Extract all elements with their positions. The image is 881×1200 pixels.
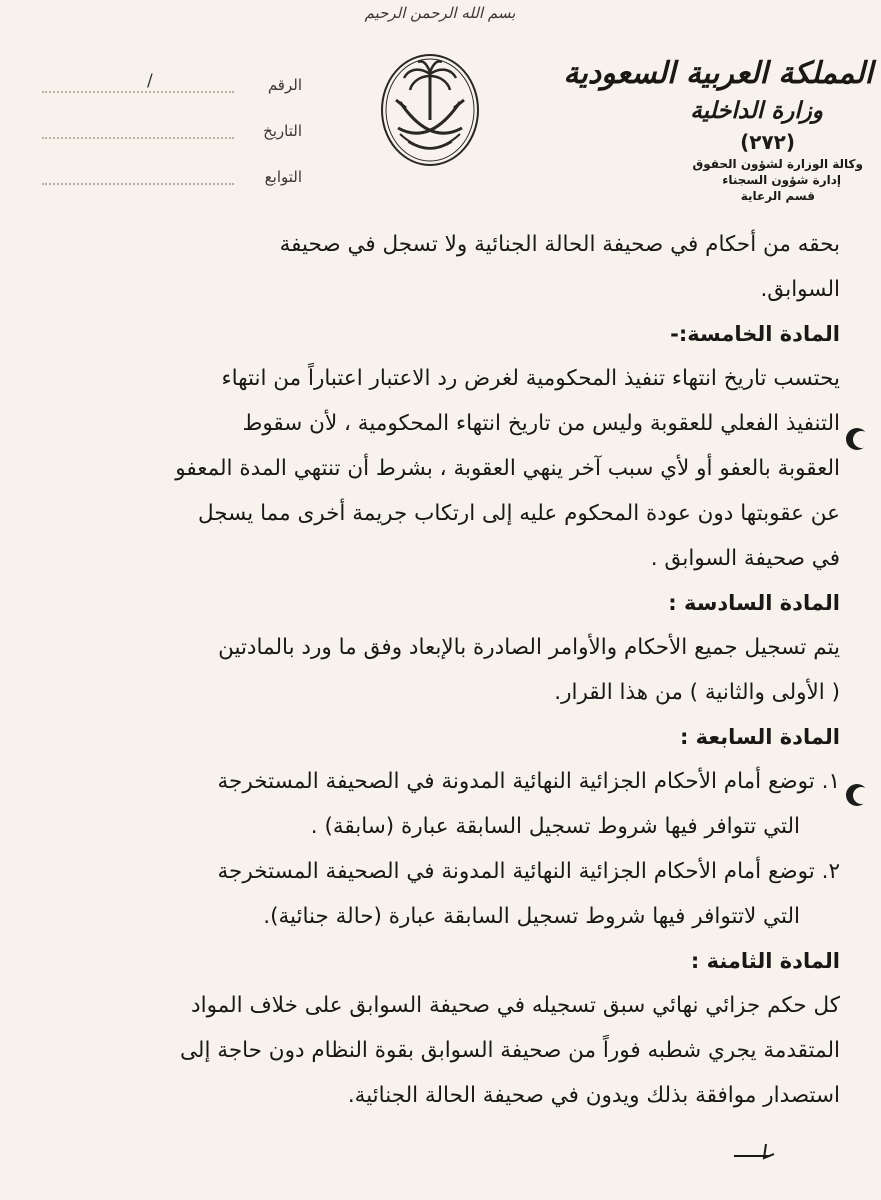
article-6-heading: المادة السادسة : <box>668 591 840 615</box>
section-line: قسم الرعاية <box>740 189 815 203</box>
text-line: استصدار موافقة بذلك ويدون في صحيفة الحالة الجنائية. <box>347 1083 840 1108</box>
letterhead-fields <box>42 62 302 200</box>
document-number: (٢٧٢) <box>740 130 795 154</box>
field-attachments <box>42 154 302 200</box>
article-8-heading: المادة الثامنة : <box>690 949 840 973</box>
field-label: الرقم <box>267 76 302 94</box>
text-line: بحقه من أحكام في صحيفة الحالة الجنائية ولا تسجل في صحيفة <box>279 232 840 257</box>
text-line: كل حكم جزائي نهائي سبق تسجيله في صحيفة السوابق على خلاف المواد <box>191 993 840 1018</box>
field-dotted-line <box>42 123 234 139</box>
text-line: يحتسب تاريخ انتهاء تنفيذ المحكومية لغرض رد الاعتبار اعتباراً من انتهاء <box>221 366 840 391</box>
punch-hole-icon <box>846 428 868 450</box>
text-line: عن عقوبتها دون عودة المحكوم عليه إلى ارتكاب جريمة أخرى مما يسجل <box>197 501 840 526</box>
ministry-title: وزارة الداخلية <box>690 97 823 124</box>
saudi-emblem-icon <box>378 50 482 168</box>
text-line: المتقدمة يجري شطبه فوراً من صحيفة السوابق بقوة النظام دون حاجة إلى <box>180 1038 840 1063</box>
basmala: بسم الله الرحمن الرحيم <box>364 4 516 22</box>
signature-mark-icon <box>730 1136 790 1166</box>
article-7-heading: المادة السابعة : <box>679 725 840 749</box>
kingdom-title: المملكة العربية السعودية <box>563 56 873 91</box>
punch-hole-icon <box>846 784 868 806</box>
field-number <box>42 62 302 108</box>
field-label: التاريخ <box>263 122 302 140</box>
field-date <box>42 108 302 154</box>
document-body <box>40 222 840 1118</box>
list-item-2-line: التي لاتتوافر فيها شروط تسجيل السابقة عبارة (حالة جنائية). <box>263 904 800 929</box>
field-label: التوابع <box>264 168 302 186</box>
list-item-2-line: ٢. توضع أمام الأحكام الجزائية النهائية المدونة في الصحيفة المستخرجة <box>217 859 840 884</box>
field-dotted-line <box>42 169 234 185</box>
letterhead-right <box>563 54 873 204</box>
list-item-1-line: التي تتوافر فيها شروط تسجيل السابقة عبارة (سابقة) . <box>310 814 800 839</box>
text-line: في صحيفة السوابق . <box>650 546 840 571</box>
text-line: السوابق. <box>760 277 840 302</box>
text-line: ( الأولى والثانية ) من هذا القرار. <box>554 680 840 705</box>
agency-line: وكالة الوزارة لشؤون الحقوق <box>692 157 863 171</box>
text-line: التنفيذ الفعلي للعقوبة وليس من تاريخ انتهاء المحكومية ، لأن سقوط <box>242 411 840 436</box>
text-line: يتم تسجيل جميع الأحكام والأوامر الصادرة بالإبعاد وفق ما ورد بالمادتين <box>218 635 840 660</box>
text-line: العقوبة بالعفو أو لأي سبب آخر ينهي العقوبة ، بشرط أن تنتهي المدة المعفو <box>175 456 840 481</box>
article-5-heading: المادة الخامسة:- <box>670 322 840 346</box>
field-dotted-line <box>42 71 234 93</box>
list-item-1-line: ١. توضع أمام الأحكام الجزائية النهائية المدونة في الصحيفة المستخرجة <box>217 769 840 794</box>
slash-mark: / <box>147 71 153 91</box>
department-line: إدارة شؤون السجناء <box>722 173 841 187</box>
